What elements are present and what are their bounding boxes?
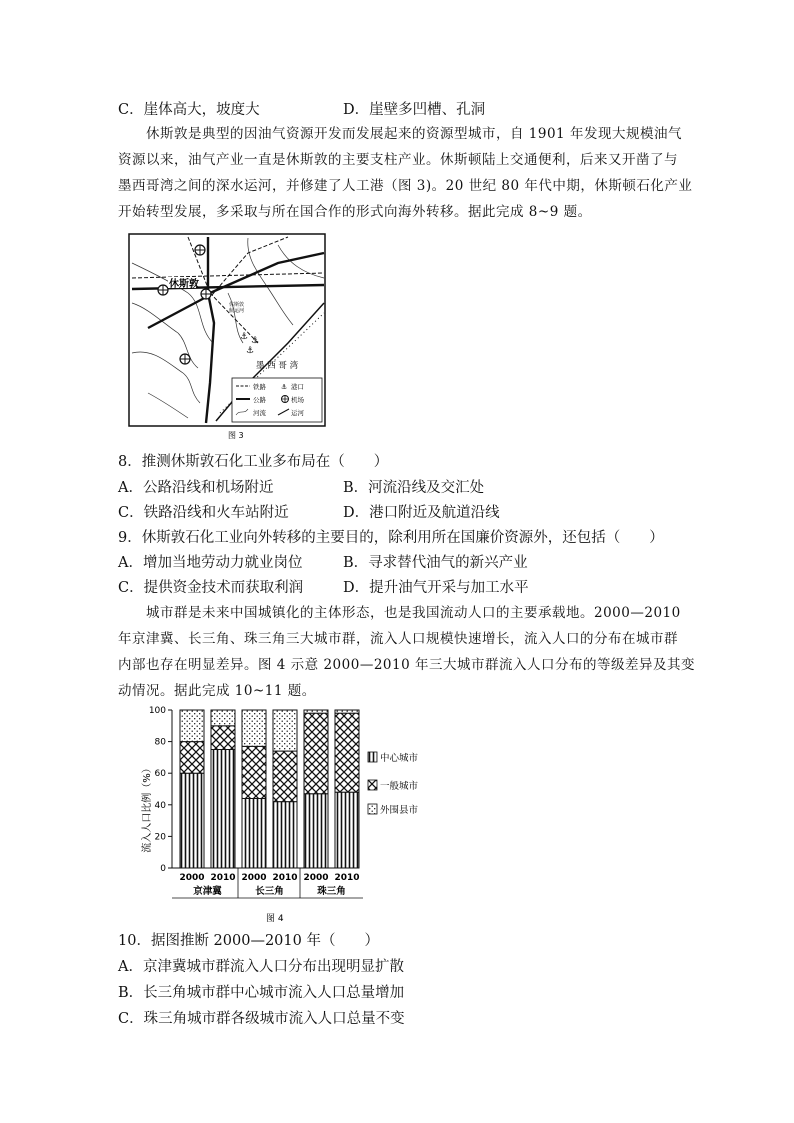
bar-segment-外围县市 — [211, 710, 235, 726]
bar-segment-中心城市 — [211, 750, 235, 869]
figure-3-map — [128, 233, 328, 445]
x-tick-label: 2000 — [241, 873, 267, 883]
passage-line: 动情况。据此完成 10~11 题。 — [118, 683, 316, 699]
figure-4-caption: 图 4 — [266, 914, 284, 924]
q7-option-d: D．崖壁多凹槽、孔洞 — [343, 102, 486, 118]
bar-segment-一般城市 — [242, 746, 266, 798]
q7-option-c: C．崖体高大，坡度大 — [118, 102, 260, 118]
figure-4-chart — [136, 700, 456, 928]
y-tick-label: 20 — [154, 832, 166, 843]
legend-label: 一般城市 — [380, 781, 419, 792]
legend-highway: 公路 — [253, 396, 266, 404]
bar-segment-外围县市 — [335, 710, 359, 713]
passage-urban-clusters — [118, 600, 695, 704]
svg-text:⚓: ⚓ — [240, 332, 249, 342]
channel-label-line: 航运河 — [229, 308, 245, 314]
legend-canal: 运河 — [291, 409, 304, 417]
bar-segment-外围县市 — [304, 710, 328, 713]
legend-label: 中心城市 — [380, 753, 419, 764]
city-label: 休斯敦 — [169, 279, 199, 290]
legend-swatch-中心城市 — [368, 752, 377, 762]
channel-label — [229, 301, 246, 314]
map-legend — [232, 378, 322, 422]
bar-segment-外围县市 — [273, 710, 297, 751]
bar-segment-一般城市 — [180, 742, 204, 774]
legend-swatch-外围县市 — [368, 804, 377, 814]
q10-option-c: C．珠三角城市群各级城市流入人口总量不变 — [118, 1011, 405, 1027]
q8-stem: 8．推测休斯敦石化工业多布局在（ ） — [118, 454, 389, 470]
q9-option-b: B．寻求替代油气的新兴产业 — [343, 555, 528, 571]
x-tick-label: 2010 — [272, 873, 298, 883]
passage-line: 年京津冀、长三角、珠三角三大城市群，流入人口规模快速增长，流入人口的分布在城市群 — [118, 631, 678, 647]
svg-text:⚓: ⚓ — [246, 346, 255, 356]
x-tick-label: 2010 — [334, 873, 360, 883]
group-label: 京津冀 — [193, 886, 222, 897]
sea-label: 墨 西 哥 湾 — [256, 361, 299, 371]
passage-line: 城市群是未来中国城镇化的主体形态，也是我国流动人口的主要承载地。2000—2010 — [146, 605, 681, 621]
q9-option-c: C．提供资金技术而获取利润 — [118, 580, 304, 596]
legend-label: 外围县市 — [380, 805, 419, 816]
q9-option-a: A．增加当地劳动力就业岗位 — [118, 555, 303, 571]
y-tick-label: 0 — [160, 864, 166, 874]
svg-text:⚓: ⚓ — [251, 336, 260, 346]
passage-line: 休斯敦是典型的因油气资源开发而发展起来的资源型城市，自 1901 年发现大规模油气 — [146, 126, 682, 142]
q8-option-d: D．港口附近及航道沿线 — [343, 505, 500, 521]
x-tick-label: 2000 — [303, 873, 329, 883]
y-tick-label: 80 — [154, 737, 166, 748]
q8-option-a: A．公路沿线和机场附近 — [118, 480, 274, 496]
passage-line: 资源以来，油气产业一直是休斯敦的主要支柱产业。休斯顿陆上交通便利，后来又开凿了与 — [118, 152, 678, 168]
passage-line: 开始转型发展，多采取与所在国合作的形式向海外转移。据此完成 8~9 题。 — [118, 204, 592, 220]
bar-segment-中心城市 — [304, 794, 328, 868]
chart-y-axis-label: 流入人口比例（%） — [142, 763, 153, 853]
x-tick-label: 2000 — [179, 873, 205, 883]
q9-stem: 9．休斯敦石化工业向外转移的主要目的，除利用所在国廉价资源外，还包括（ ） — [118, 530, 664, 546]
channel-label-line: 休斯敦 — [229, 302, 245, 308]
bar-segment-中心城市 — [335, 792, 359, 868]
bar-segment-一般城市 — [304, 713, 328, 794]
figure-3-caption: 图 3 — [228, 431, 244, 440]
legend-airport-symbol — [282, 396, 289, 403]
q10-option-b: B．长三角城市群中心城市流入人口总量增加 — [118, 985, 405, 1001]
bar-segment-外围县市 — [180, 710, 204, 742]
group-label: 长三角 — [255, 886, 284, 897]
chart-bars — [180, 710, 359, 868]
legend-swatch-一般城市 — [368, 780, 377, 790]
y-tick-label: 100 — [148, 706, 166, 716]
y-tick-label: 60 — [154, 769, 166, 780]
q8-option-b: B．河流沿线及交汇处 — [343, 480, 485, 496]
legend-river: 河流 — [253, 409, 266, 417]
bar-segment-中心城市 — [273, 802, 297, 868]
passage-line: 墨西哥湾之间的深水运河，并修建了人工港（图 3)。20 世纪 80 年代中期，休斯顿石化产业 — [118, 178, 693, 194]
legend-port-symbol: ⚓ — [281, 383, 288, 391]
bar-segment-一般城市 — [273, 751, 297, 802]
chart-legend — [368, 752, 419, 816]
legend-airport: 机场 — [291, 396, 304, 404]
passage-line: 内部也存在明显差异。图 4 示意 2000—2010 年三大城市群流入人口分布的等级差异及其变 — [118, 657, 695, 673]
bar-segment-中心城市 — [242, 798, 266, 868]
bar-segment-中心城市 — [180, 773, 204, 868]
q10-stem: 10．据图推断 2000—2010 年（ ） — [118, 933, 379, 949]
x-tick-label: 2010 — [210, 873, 236, 883]
q10-option-a: A．京津冀城市群流入人口分布出现明显扩散 — [118, 959, 404, 975]
bar-segment-一般城市 — [211, 726, 235, 750]
y-tick-label: 40 — [154, 800, 166, 811]
legend-railway: 铁路 — [253, 383, 266, 391]
bar-segment-外围县市 — [242, 710, 266, 746]
q8-option-c: C．铁路沿线和火车站附近 — [118, 505, 289, 521]
bar-segment-一般城市 — [335, 713, 359, 792]
q9-option-d: D．提升油气开采与加工水平 — [343, 580, 529, 596]
group-label: 珠三角 — [317, 886, 346, 897]
legend-port: 港口 — [291, 383, 304, 391]
passage-houston — [118, 121, 693, 225]
